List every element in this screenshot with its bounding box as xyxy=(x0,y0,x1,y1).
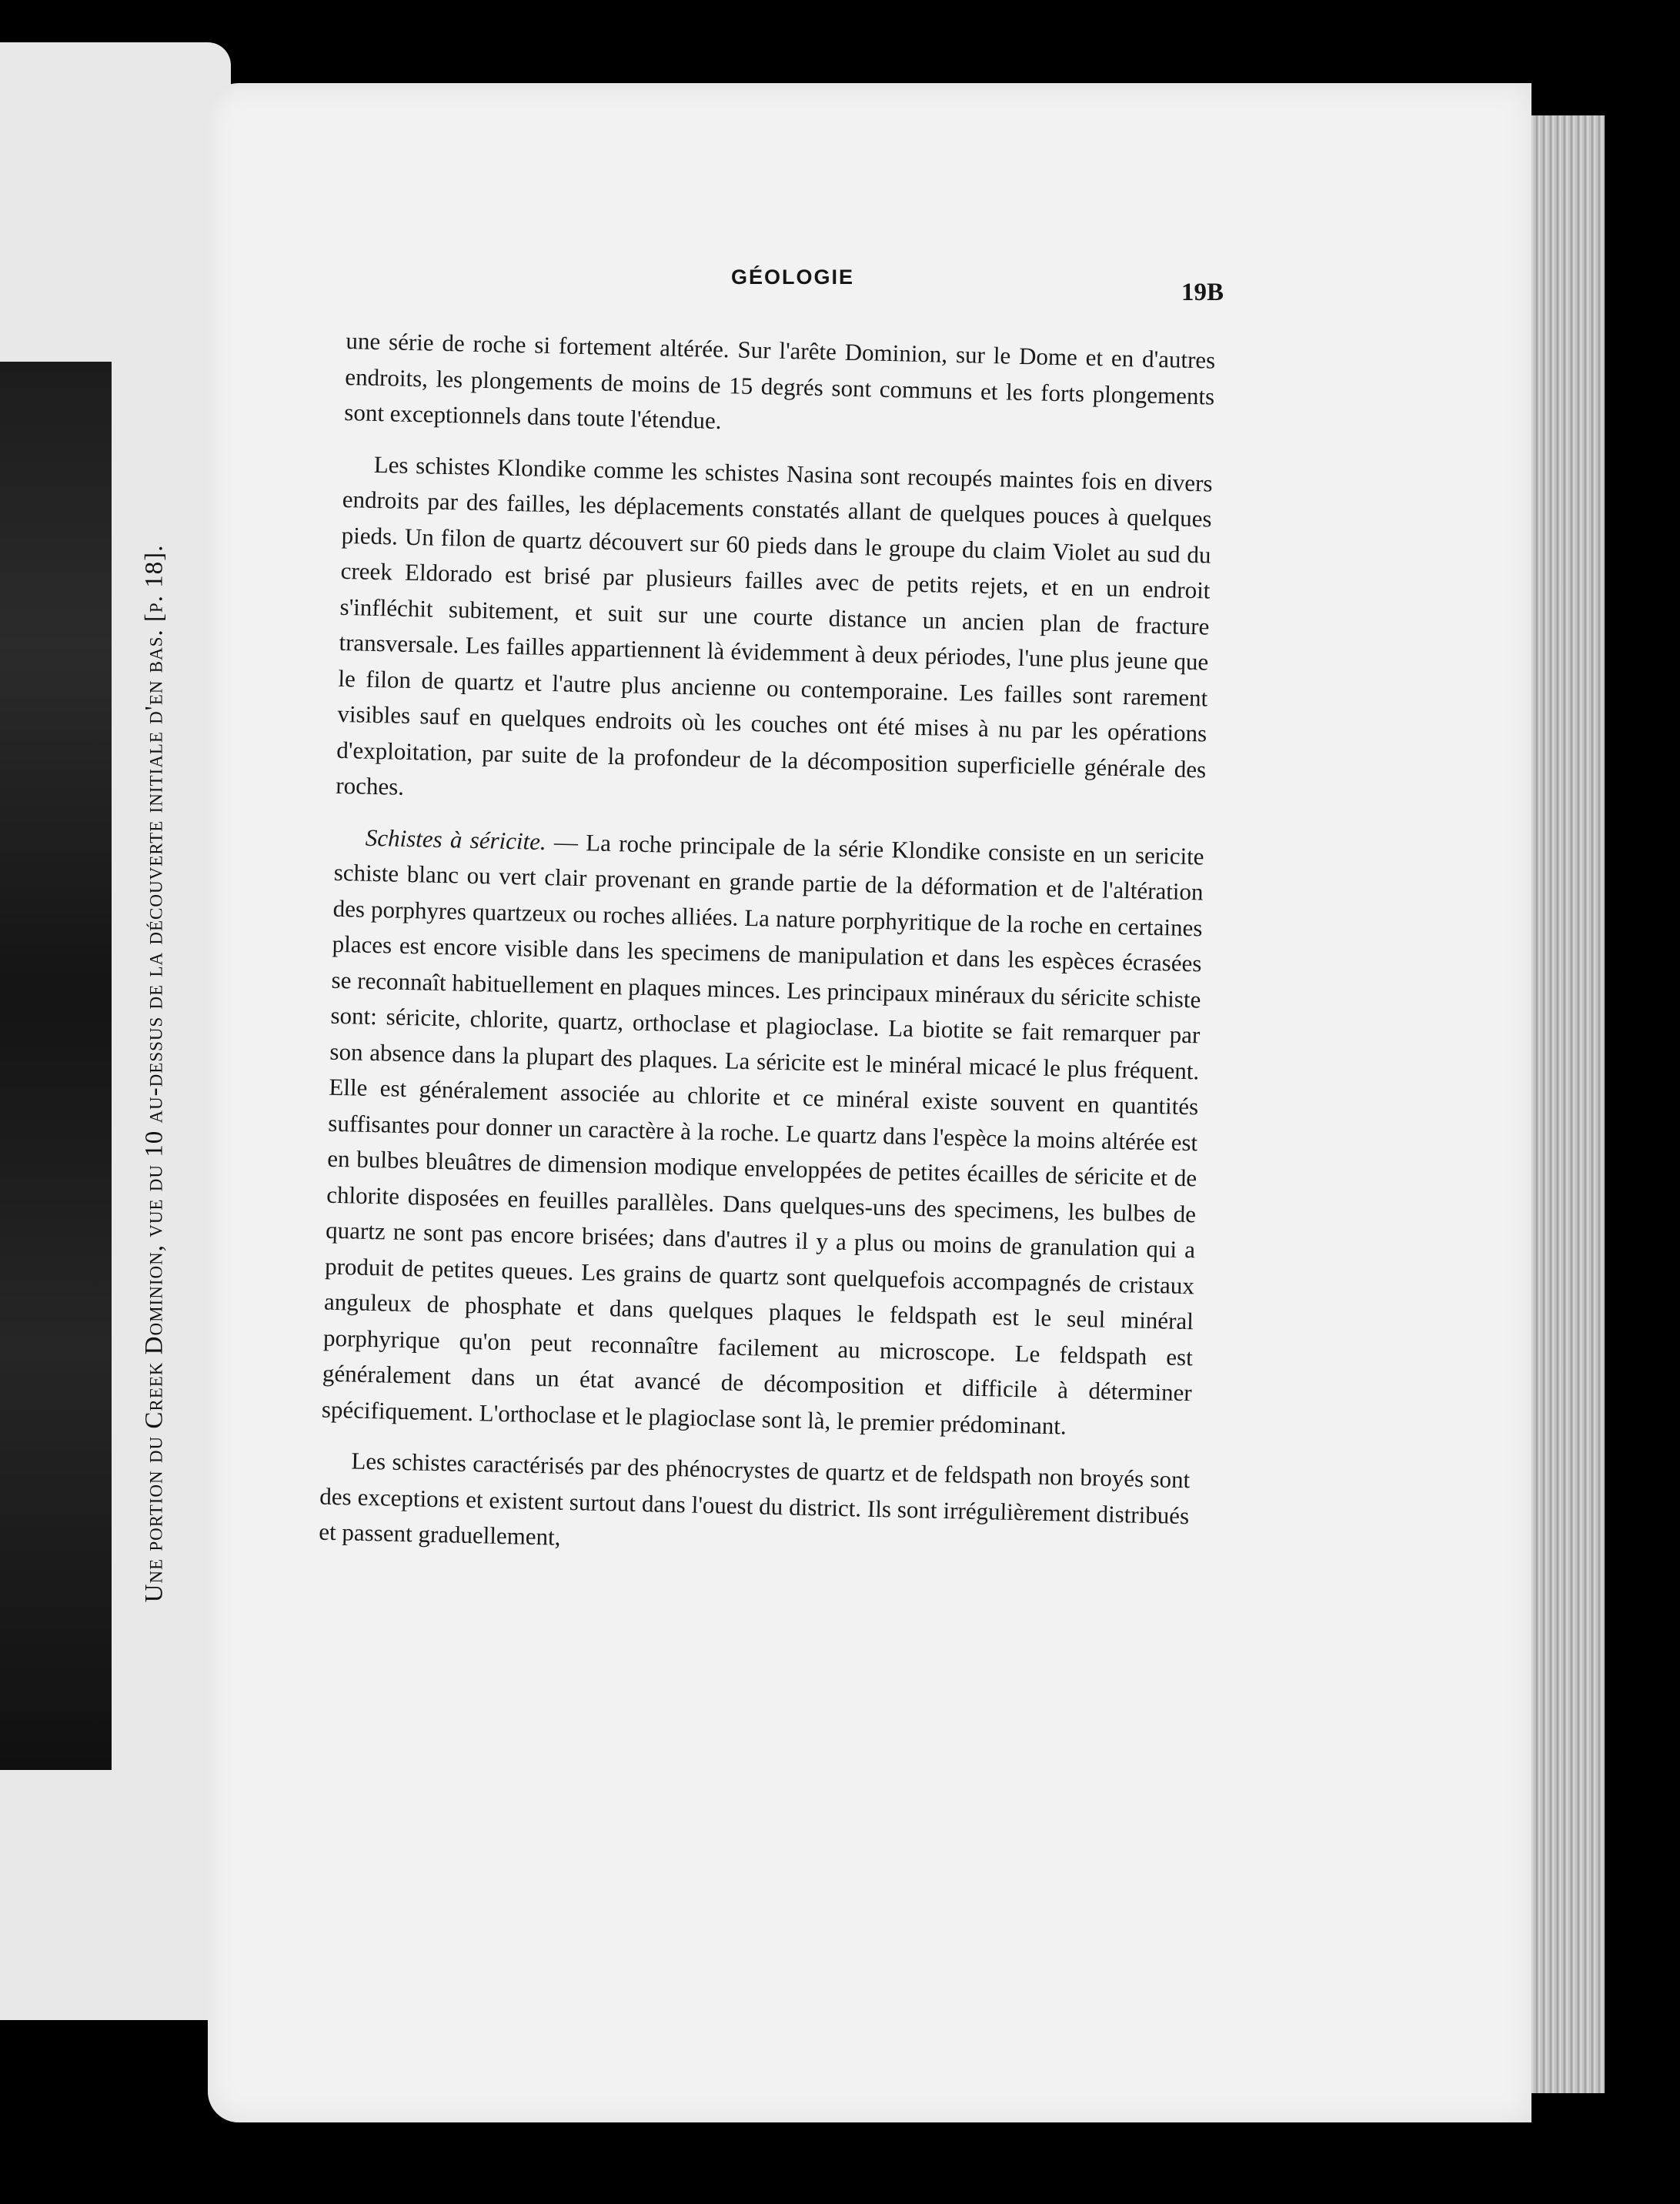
plate-caption: Une portion du Creek Dominion, vue du 10 au-dessus de la découverte initiale d'en bas. [p. 18]. xyxy=(140,544,168,1603)
paragraph-3 xyxy=(321,819,1204,1447)
paragraph-3-text: — La roche principale de la série Klondike consiste en un sericite schiste blanc ou vert clair provenant en grande partie de la déformation et de l'altération des porphyres quartzeux ou roches alliées. La nature porphyritique de la roche en certaines places est encore visible dans les specimens de manipulation et dans les espèces écrasées se reconnaît habituellement en plaques minces. Les principaux minéraux du séricite schiste sont: séricite, chlorite, quartz, orthoclase et plagioclase. La biotite se fait remarquer par son absence dans la plupart des plaques. La séricite est le minéral micacé le plus fréquent. Elle est généralement associée au chlorite et ce minéral existe souvent en quantités suffisantes pour donner un caractère à la roche. Le quartz dans l'espèce la moins altérée est en bulbes bleuâtres de dimension modique enveloppées de petites écailles de séricite et de chlorite disposées en feuilles parallèles. Dans quelques-uns des specimens, les bulbes de quartz ne sont pas encore brisées; dans d'autres il y a plus ou moins de granulation qui a produit de petites queues. Les grains de quartz sont quelquefois accompagnés de cristaux anguleux de phosphate et dans quelques plaques le feldspath est le seul minéral porphyrique qu'on peut reconnaître facilement au microscope. Le feldspath est généralement dans un état avancé de décomposition et difficile à déterminer spécifiquement. L'orthoclase et le plagioclase sont là, le premier prédominant. xyxy=(321,827,1204,1440)
body-text xyxy=(318,323,1215,1585)
paragraph-4-text: Les schistes caractérisés par des phénocrystes de quartz et de feldspath non broyés sont des exceptions et existent surtout dans l'ouest du district. Ils sont irrégulièrement distribués et passent graduellement, xyxy=(318,1447,1191,1551)
paragraph-1-text: une série de roche si fortement altérée. Sur l'arête Dominion, sur le Dome et en d'autres endroits, les plongements de moins de 15 degrés sont communs et les forts plongements sont exceptionnels dans toute l'étendue. xyxy=(343,326,1216,435)
facing-plate-page xyxy=(0,42,231,2020)
plate-caption-box xyxy=(114,381,195,1766)
section-heading-sericite: Schistes à séricite. xyxy=(365,823,547,855)
paragraph-4 xyxy=(319,1443,1191,1570)
paragraph-1 xyxy=(344,323,1216,450)
running-head: GÉOLOGIE xyxy=(731,265,855,289)
page-number: 19B xyxy=(1181,279,1224,306)
plate-photograph xyxy=(0,362,112,1770)
paragraph-2 xyxy=(336,446,1213,823)
paragraph-2-text: Les schistes Klondike comme les schistes Nasina sont recoupés maintes fois en divers endroits par des failles, les déplacements constatés allant de quelques pouces à quelques pieds. Un filon de quartz découvert sur 60 pieds dans le groupe du claim Violet au sud du creek Eldorado est brisé par plusieurs failles avec de petits rejets, et en un endroit s'infléchit subitement, et suit sur une courte distance un ancien plan de fracture transversale. Les failles appartiennent là évidemment à deux périodes, l'une plus jeune que le filon de quartz et l'autre plus ancienne ou contemporaine. Les failles sont rarement visibles sauf en quelques endroits où les couches ont été mises à nu par les opérations d'exploitation, par suite de la profondeur de la décomposition superficielle générale des roches. xyxy=(335,450,1213,800)
